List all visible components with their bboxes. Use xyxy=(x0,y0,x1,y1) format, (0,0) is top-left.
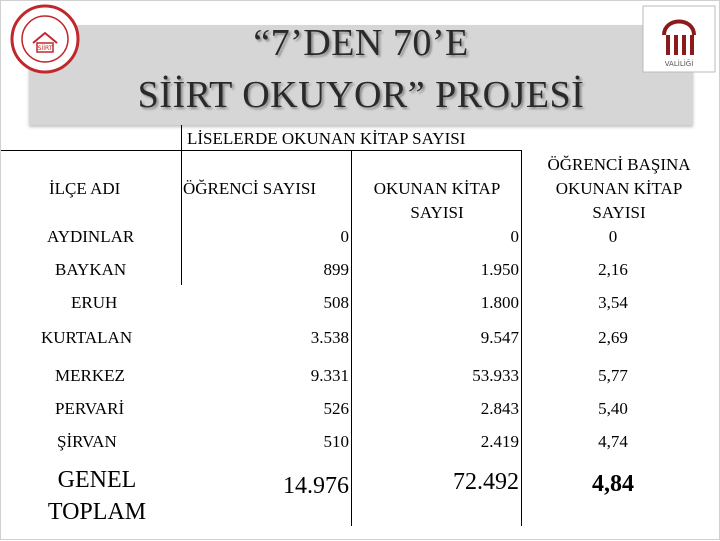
row-students: 508 xyxy=(323,293,349,312)
row-students: 899 xyxy=(323,260,349,279)
header-books-line2: SAYISI xyxy=(410,203,464,222)
row-district: ŞİRVAN xyxy=(57,432,117,451)
svg-text:VALİLİĞİ: VALİLİĞİ xyxy=(664,60,694,68)
grid-vline xyxy=(351,150,352,526)
svg-text:SİİRT: SİİRT xyxy=(37,45,53,52)
header-books-line1: OKUNAN KİTAP xyxy=(373,179,501,198)
row-per-student: 5,77 xyxy=(598,366,628,385)
row-books: 1.800 xyxy=(480,293,519,312)
row-per-student: 2,69 xyxy=(598,328,628,347)
books-table xyxy=(1,125,720,541)
row-books: 1.950 xyxy=(480,260,519,279)
row-books: 53.933 xyxy=(472,366,519,385)
row-books: 2.419 xyxy=(480,432,519,451)
education-directorate-logo-icon xyxy=(3,3,83,75)
total-per-student: 4,84 xyxy=(592,471,634,497)
total-label-line1: GENEL xyxy=(57,467,137,493)
table-caption: LİSELERDE OKUNAN KİTAP SAYISI xyxy=(187,129,466,148)
row-students: 510 xyxy=(323,432,349,451)
row-students: 9.331 xyxy=(310,366,349,385)
row-district: BAYKAN xyxy=(55,260,127,279)
row-per-student: 5,40 xyxy=(598,399,628,418)
row-district: AYDINLAR xyxy=(47,227,135,246)
row-students: 3.538 xyxy=(310,328,349,347)
row-district: MERKEZ xyxy=(55,366,125,385)
row-district: PERVARİ xyxy=(55,399,125,418)
row-students: 526 xyxy=(323,399,349,418)
grid-hline xyxy=(1,150,521,151)
row-district: ERUH xyxy=(71,293,118,312)
header-district: İLÇE ADI xyxy=(49,179,121,198)
row-books: 0 xyxy=(510,227,519,246)
total-label-line2: TOPLAM xyxy=(47,499,147,525)
row-per-student: 0 xyxy=(608,227,618,246)
header-students: ÖĞRENCİ SAYISI xyxy=(183,179,317,198)
header-per-student-line1: ÖĞRENCİ BAŞINA xyxy=(547,155,691,174)
title-line-2: SİİRT OKUYOR” PROJESİ xyxy=(137,74,585,116)
title-line-1: “7’DEN 70’E xyxy=(253,22,469,64)
row-books: 9.547 xyxy=(480,328,519,347)
row-students: 0 xyxy=(340,227,349,246)
row-books: 2.843 xyxy=(480,399,519,418)
row-per-student: 4,74 xyxy=(598,432,628,451)
header-per-student-line2: OKUNAN KİTAP xyxy=(555,179,683,198)
total-books: 72.492 xyxy=(453,469,519,495)
header-per-student-line3: SAYISI xyxy=(592,203,646,222)
row-per-student: 2,16 xyxy=(598,260,628,279)
grid-vline xyxy=(181,125,182,285)
row-district: KURTALAN xyxy=(41,328,133,347)
row-per-student: 3,54 xyxy=(598,293,628,312)
governorship-logo-icon xyxy=(642,5,716,73)
total-students: 14.976 xyxy=(283,473,349,499)
